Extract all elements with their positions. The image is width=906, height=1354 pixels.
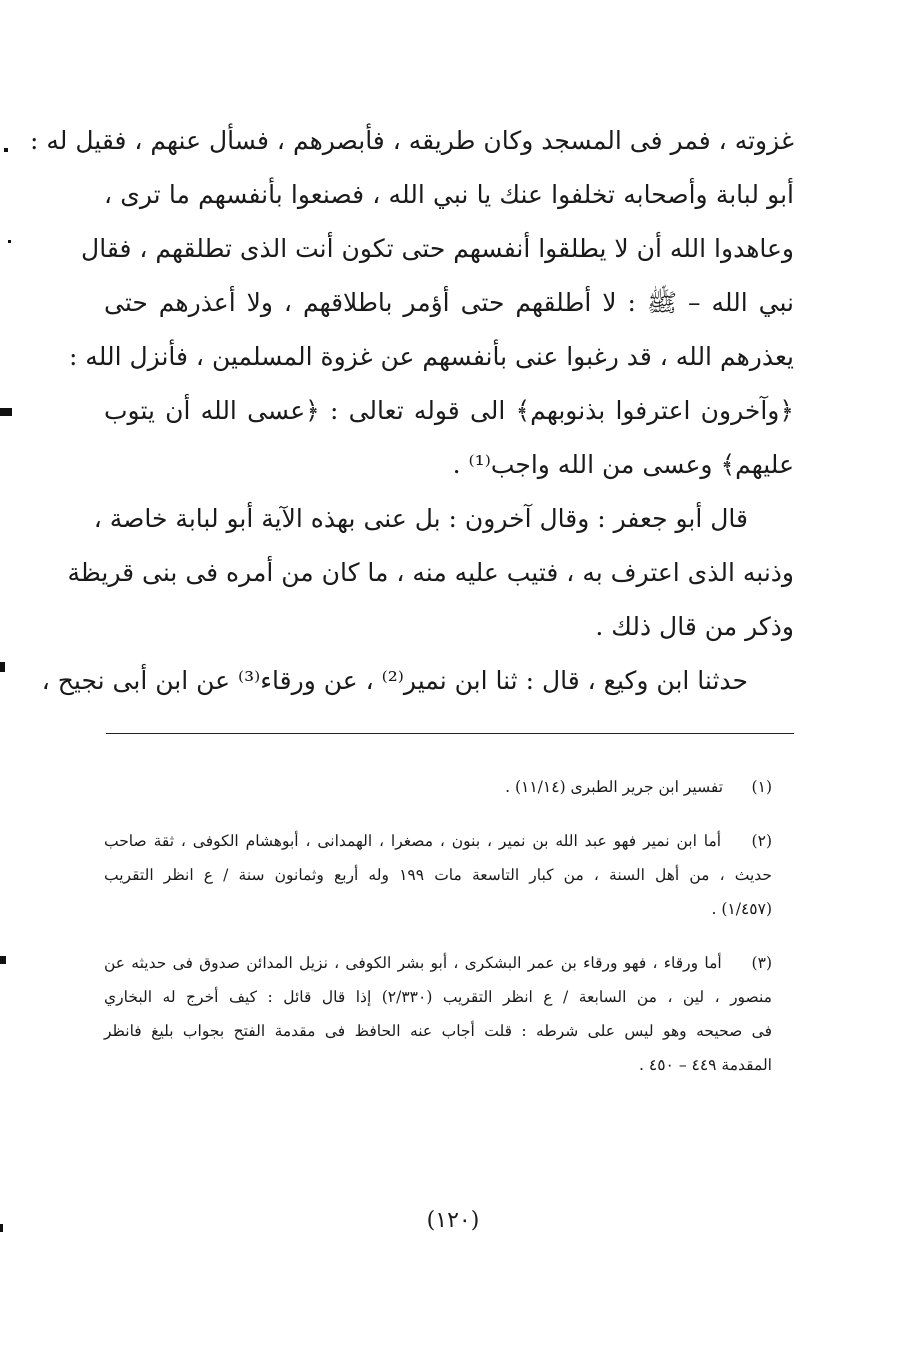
text-line: حدثنا ابن وكيع ، قال : ثنا ابن نمير⁽²⁾ ، عن ورقاء⁽³⁾ عن ابن أبى نجيح ، (41, 666, 748, 695)
footnote-text: أما ابن نمير فهو عبد الله بن نمير ، بنون ، مصغرا ، الهمدانى ، أبوهشام الكوفى ، ثقة صاحب (104, 832, 722, 850)
footnote-line: منصور ، لين ، من السابعة / ع انظر التقريب (٢/٣٣٠) إذا قال قائل : كيف أخرج له البخاري (104, 988, 772, 1006)
footnote-2 (104, 824, 772, 926)
text-line: وذكر من قال ذلك . (595, 612, 794, 641)
scan-mark (0, 408, 12, 416)
scan-mark (0, 956, 6, 964)
scan-mark (0, 1224, 3, 1232)
text-line: قال أبو جعفر : وقال آخرون : بل عنى بهذه الآية أبو لبابة خاصة ، (93, 504, 748, 533)
scan-mark (0, 662, 5, 672)
footnote-divider (106, 733, 794, 734)
footnote-line: حديث ، من أهل السنة ، من كبار التاسعة مات ١٩٩ وله أربع وثمانون سنة / ع انظر التقريب (104, 866, 772, 884)
footnote-3 (104, 946, 772, 1082)
text-line: يعذرهم الله ، قد رغبوا عنى بأنفسهم عن غزوة المسلمين ، فأنزل الله : (68, 342, 794, 371)
footnote-line: المقدمة ٤٤٩ – ٤٥٠ . (639, 1056, 772, 1074)
footnotes-section (104, 770, 772, 1082)
footnote-line: فى صحيحه وهو ليس على شرطه : قلت أجاب عنه الحافظ فى مقدمة الفتح بجواب بليغ فانظر (104, 1022, 772, 1040)
scan-mark (4, 148, 8, 152)
footnote-number: (١) (751, 778, 772, 796)
footnote-1 (104, 770, 772, 804)
footnote-line (104, 770, 772, 804)
text-line: ﴿وآخرون اعترفوا بذنوبهم﴾ الى قوله تعالى : ﴿عسى الله أن يتوب (104, 396, 794, 425)
page-number: (١٢٠) (426, 1208, 480, 1233)
text-line: أبو لبابة وأصحابه تخلفوا عنك يا نبي الله ، فصنعوا بأنفسهم ما ترى ، (104, 180, 794, 209)
footnote-line: (١/٤٥٧) . (711, 900, 772, 918)
text-line: وعاهدوا الله أن لا يطلقوا أنفسهم حتى تكون أنت الذى تطلقهم ، فقال (81, 234, 794, 263)
footnote-text: تفسير ابن جرير الطبرى (١١/١٤) . (505, 778, 724, 796)
footnote-number: (٢) (751, 832, 772, 850)
text-line: وذنبه الذى اعترف به ، فتيب عليه منه ، ما كان من أمره فى بنى قريظة (67, 558, 794, 587)
text-line: غزوته ، فمر فى المسجد وكان طريقه ، فأبصرهم ، فسأل عنهم ، فقيل له : (30, 126, 794, 155)
footnote-number: (٣) (751, 954, 772, 972)
footnote-text: أما ورقاء ، فهو ورقاء بن عمر البشكرى ، أبو بشر الكوفى ، نزيل المدائن صدوق فى حديثه عن (104, 954, 722, 972)
footnote-line (104, 946, 772, 980)
main-text-body (30, 114, 794, 708)
text-line: عليهم﴾ وعسى من الله واجب⁽¹⁾ . (452, 450, 794, 479)
text-line: نبي الله – ﷺ : لا أطلقهم حتى أؤمر باطلاقهم ، ولا أعذرهم حتى (104, 288, 794, 317)
scan-mark (8, 240, 11, 243)
footnote-line (104, 824, 772, 858)
